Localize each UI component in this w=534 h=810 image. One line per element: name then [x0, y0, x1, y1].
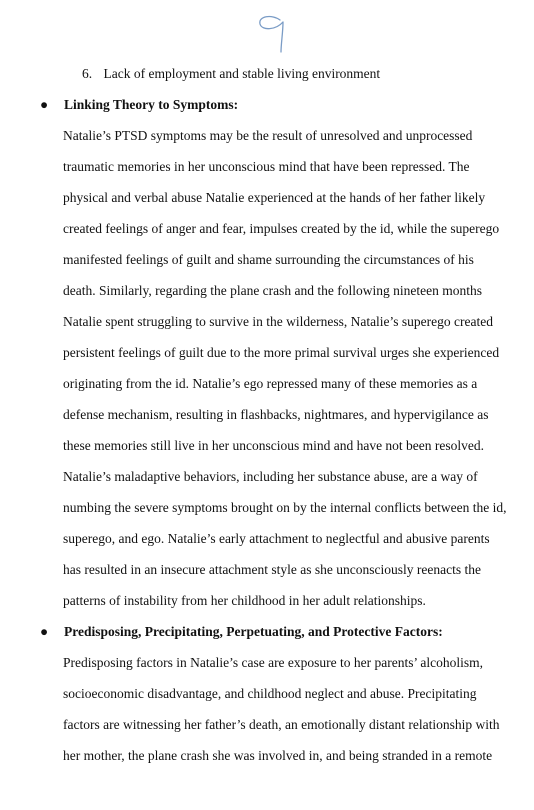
list-item-number: 6.	[82, 66, 93, 81]
page-number	[250, 6, 300, 56]
bullet-icon: ●	[40, 97, 49, 112]
paragraph-line: Predisposing factors in Natalie’s case are exposure to her parents’ alcoholism,	[63, 655, 483, 670]
paragraph-line: death. Similarly, regarding the plane crash and the following nineteen months	[63, 283, 483, 298]
paragraph-line: Natalie’s PTSD symptoms may be the result of unresolved and unprocessed	[63, 128, 473, 143]
paragraph-line: defense mechanism, resulting in flashbacks, nightmares, and hypervigilance as	[63, 407, 489, 422]
paragraph-line: physical and verbal abuse Natalie experienced at the hands of her father likely	[63, 190, 486, 205]
paragraph-line: traumatic memories in her unconscious mind that have been repressed. The	[63, 159, 470, 174]
paragraph-line: persistent feelings of guilt due to the more primal survival urges she experienced	[63, 345, 500, 360]
paragraph-line: originating from the id. Natalie’s ego repressed many of these memories as a	[63, 376, 478, 391]
paragraph-line: socioeconomic disadvantage, and childhood neglect and abuse. Precipitating	[63, 686, 477, 701]
paragraph-line: superego, and ego. Natalie’s early attachment to neglectful and abusive parents	[63, 531, 490, 546]
paragraph-line: factors are witnessing her father’s death, an emotionally distant relationship with	[63, 717, 500, 732]
handwritten-page-number	[250, 6, 300, 56]
section-heading-label: Linking Theory to Symptoms:	[64, 97, 239, 112]
section-heading-linking-theory	[40, 96, 238, 114]
paragraph-line: her mother, the plane crash she was involved in, and being stranded in a remote	[63, 748, 493, 763]
section-heading-label: Predisposing, Precipitating, Perpetuating, and Protective Factors:	[64, 624, 443, 639]
paragraph-line: manifested feelings of guilt and shame surrounding the circumstances of his	[63, 252, 474, 267]
paragraph-line: Natalie spent struggling to survive in the wilderness, Natalie’s superego created	[63, 314, 494, 329]
paragraph-line: these memories still live in her unconscious mind and have not been resolved.	[63, 438, 485, 453]
paragraph-line: numbing the severe symptoms brought on by the internal conflicts between the id,	[63, 500, 507, 515]
paragraph-line: created feelings of anger and fear, impulses created by the id, while the superego	[63, 221, 500, 236]
paragraph-line: Natalie’s maladaptive behaviors, including her substance abuse, are a way of	[63, 469, 478, 484]
paragraph-line: patterns of instability from her childhood in her adult relationships.	[63, 593, 426, 608]
paragraph-line: has resulted in an insecure attachment style as she unconsciously reenacts the	[63, 562, 481, 577]
bullet-icon: ●	[40, 624, 49, 639]
section-heading-factors	[40, 623, 443, 641]
list-item-6	[82, 65, 380, 83]
list-item-text: Lack of employment and stable living environment	[103, 66, 381, 81]
